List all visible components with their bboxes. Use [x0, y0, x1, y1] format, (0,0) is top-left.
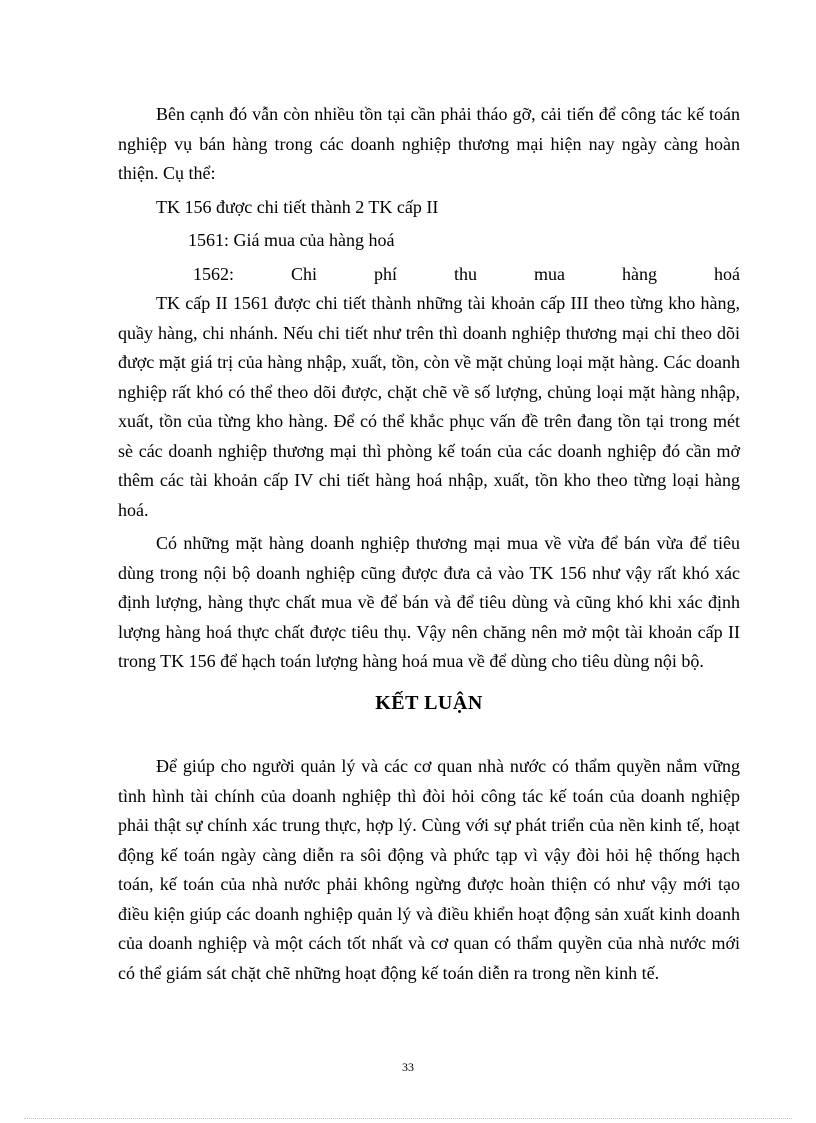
- line-1562-word: 1562:: [193, 263, 235, 284]
- line-1561: 1561: Giá mua của hàng hoá: [188, 230, 395, 250]
- page-bottom-divider: [24, 1118, 792, 1119]
- line-1562: [118, 260, 740, 290]
- paragraph-intro: [118, 100, 740, 189]
- document-body: [118, 100, 740, 988]
- line-1562-word: hoá: [713, 263, 740, 284]
- line-1562-word: hàng: [621, 263, 657, 284]
- line-1562-word: thu: [454, 263, 478, 284]
- line-1562-word: Chi: [291, 263, 318, 284]
- section-heading: KẾT LUẬN: [375, 691, 483, 714]
- paragraph-tk-1561: TK cấp II 1561 được chi tiết thành những tài khoản cấp III theo từng kho hàng, quầy hàng, chi nhánh. Nếu chi tiết như trên thì doanh nghiệp thương mại chỉ theo dõi được mặt giá trị của hàng nhập, xuất, tồn, còn về mặt chủng loại mặt hàng. Các doanh nghiệp rất khó có thể theo dõi được, chặt chẽ về số lượng, chủng loại mặt hàng nhập, xuất, tồn của từng kho hàng. Để có thể khắc phục vấn đề trên đang tồn tại trong mét sè các doanh nghiệp thương mại thì phòng kế toán của các doanh nghiệp đó cần mở thêm các tài khoản cấp IV chi tiết hàng hoá nhập, xuất, tồn kho theo từng loại hàng hoá.: [118, 293, 740, 520]
- line-1562-word: mua: [534, 263, 565, 284]
- paragraph-mat-hang: Có những mặt hàng doanh nghiệp thương mại mua về vừa để bán vừa để tiêu dùng trong nội bộ doanh nghiệp cũng được đưa cả vào TK 156 như vậy rất khó xác định lượng, hàng thực chất mua về để bán và để tiêu dùng và cũng khó khi xác định lượng hàng hoá thực chất được tiêu thụ. Vậy nên chăng nên mở một tài khoản cấp II trong TK 156 để hạch toán lượng hàng hoá mua về để dùng cho tiêu dùng nội bộ.: [118, 533, 740, 671]
- paragraph-conclusion: Để giúp cho người quản lý và các cơ quan nhà nước có thẩm quyền nắm vững tình hình tài chính của doanh nghiệp thì đòi hỏi công tác kế toán của doanh nghiệp phải thật sự chính xác trung thực, hợp lý. Cùng với sự phát triển của nền kinh tế, hoạt động kế toán ngày càng diễn ra sôi động và phức tạp vì vậy đòi hỏi hệ thống hạch toán, kế toán của nhà nước phải không ngừng được hoàn thiện có như vậy mới tạo điều kiện giúp các doanh nghiệp quản lý và điều khiển hoạt động sản xuất kinh doanh của doanh nghiệp và một cách tốt nhất và cơ quan có thẩm quyền của nhà nước mới có thể giám sát chặt chẽ những hoạt động kế toán diễn ra trong nền kinh tế.: [118, 756, 740, 983]
- paragraph-intro-text: Bên cạnh đó vẫn còn nhiều tồn tại cần phải tháo gỡ, cải tiến để công tác kế toán nghiệp vụ bán hàng trong các doanh nghiệp thương mại hiện nay ngày càng hoàn thiện. Cụ thể:: [118, 104, 740, 183]
- page-number: 33: [402, 1060, 414, 1074]
- line-1562-word: phí: [374, 263, 398, 284]
- line-tk-156: TK 156 được chi tiết thành 2 TK cấp II: [156, 196, 439, 217]
